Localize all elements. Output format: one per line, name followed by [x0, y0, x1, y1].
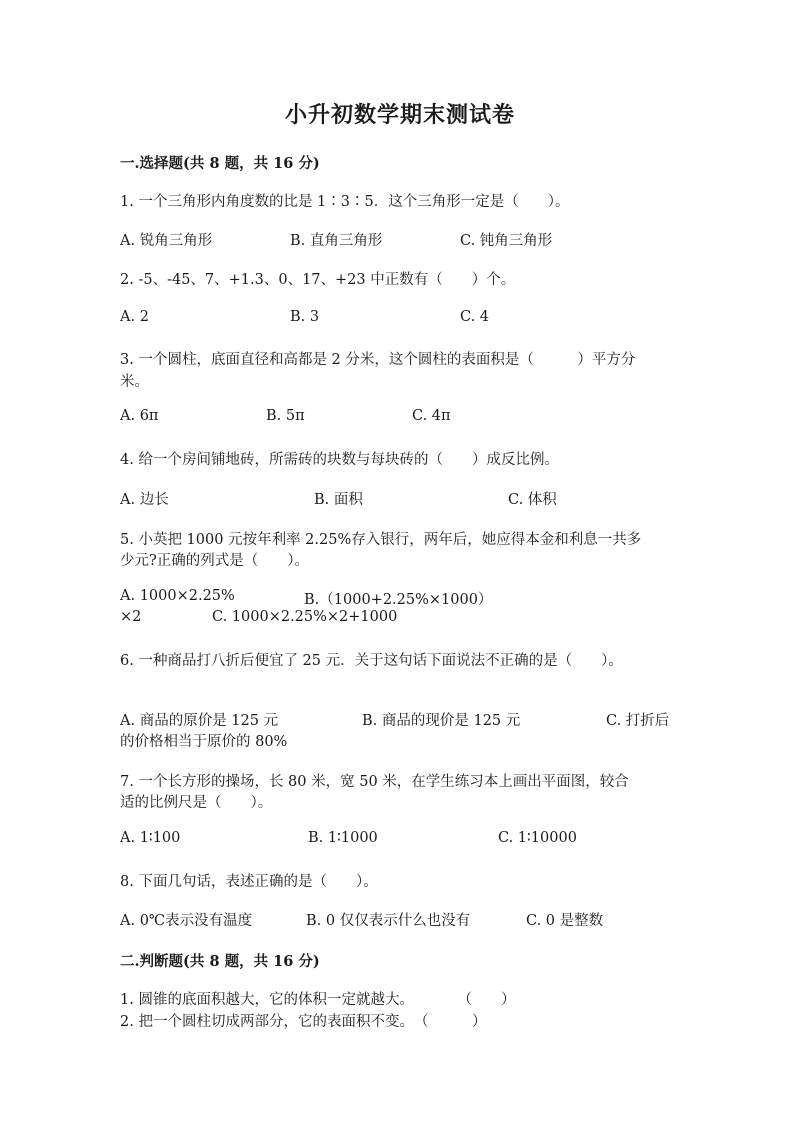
question-5-option-b-continued: ×2: [120, 609, 142, 625]
section-heading-choice: 一.选择题(共 8 题，共 16 分): [120, 155, 320, 172]
question-3-stem-line-1: 3. 一个圆柱，底面直径和高都是 2 分米，这个圆柱的表面积是（ ）平方分: [120, 352, 636, 368]
judgment-1: 1. 圆锥的底面积越大，它的体积一定就越大。 （ ）: [120, 992, 516, 1008]
question-6-option-c: C. 打折后: [606, 713, 670, 729]
question-7-option-b: B. 1∶1000: [308, 830, 378, 846]
question-5-option-c: C. 1000×2.25%×2+1000: [212, 609, 398, 625]
question-8-option-b: B. 0 仅仅表示什么也没有: [306, 913, 471, 929]
question-5-stem-line-1: 5. 小英把 1000 元按年利率 2.25%存入银行，两年后，她应得本金和利息一共多: [120, 532, 642, 548]
question-5-stem-line-2: 少元?正确的列式是（ ）。: [120, 553, 310, 569]
question-1-stem: 1. 一个三角形内角度数的比是 1∶3∶5．这个三角形一定是（ ）。: [120, 194, 570, 210]
question-5-option-b: B.（1000+2.25%×1000）: [304, 592, 493, 608]
question-1-option-c: C. 钝角三角形: [460, 233, 553, 249]
question-7-stem-line-2: 适的比例尺是（ ）。: [120, 795, 273, 811]
question-8-option-a: A. 0℃表示没有温度: [120, 913, 253, 929]
question-5-option-a: A. 1000×2.25%: [120, 588, 235, 604]
question-4-option-c: C. 体积: [508, 492, 557, 508]
question-6-option-b: B. 商品的现价是 125 元: [362, 713, 521, 729]
question-1-option-a: A. 锐角三角形: [120, 233, 213, 249]
question-2-option-a: A. 2: [120, 309, 149, 325]
question-6-option-c-continued: 的价格相当于原价的 80%: [120, 734, 288, 750]
question-3-option-b: B. 5π: [266, 408, 305, 424]
question-8-option-c: C. 0 是整数: [526, 913, 604, 929]
question-2-option-c: C. 4: [460, 309, 490, 325]
question-1-option-b: B. 直角三角形: [290, 233, 383, 249]
question-3-option-c: C. 4π: [412, 408, 451, 424]
question-6-stem: 6. 一种商品打八折后便宜了 25 元．关于这句话下面说法不正确的是（ ）。: [120, 653, 623, 669]
judgment-2: 2. 把一个圆柱切成两部分，它的表面积不变。 （ ）: [120, 1014, 487, 1030]
question-4-option-a: A. 边长: [120, 492, 169, 508]
question-2-option-b: B. 3: [290, 309, 320, 325]
question-4-option-b: B. 面积: [314, 492, 363, 508]
question-3-stem-line-2: 米。: [120, 374, 149, 390]
question-4-stem: 4. 给一个房间铺地砖，所需砖的块数与每块砖的（ ）成反比例。: [120, 452, 559, 468]
question-7-stem-line-1: 7. 一个长方形的操场，长 80 米，宽 50 米，在学生练习本上画出平面图，较合: [120, 774, 629, 790]
question-7-option-c: C. 1∶10000: [498, 830, 577, 846]
question-2-stem: 2. -5、-45、7、+1.3、0、17、+23 中正数有（ ）个。: [120, 272, 516, 288]
question-3-option-a: A. 6π: [120, 408, 159, 424]
question-7-option-a: A. 1∶100: [120, 830, 181, 846]
section-heading-judgment: 二.判断题(共 8 题，共 16 分): [120, 953, 320, 970]
question-6-option-a: A. 商品的原价是 125 元: [120, 713, 279, 729]
page-title: 小升初数学期末测试卷: [284, 102, 515, 128]
question-8-stem: 8. 下面几句话，表述正确的是（ ）。: [120, 874, 378, 890]
